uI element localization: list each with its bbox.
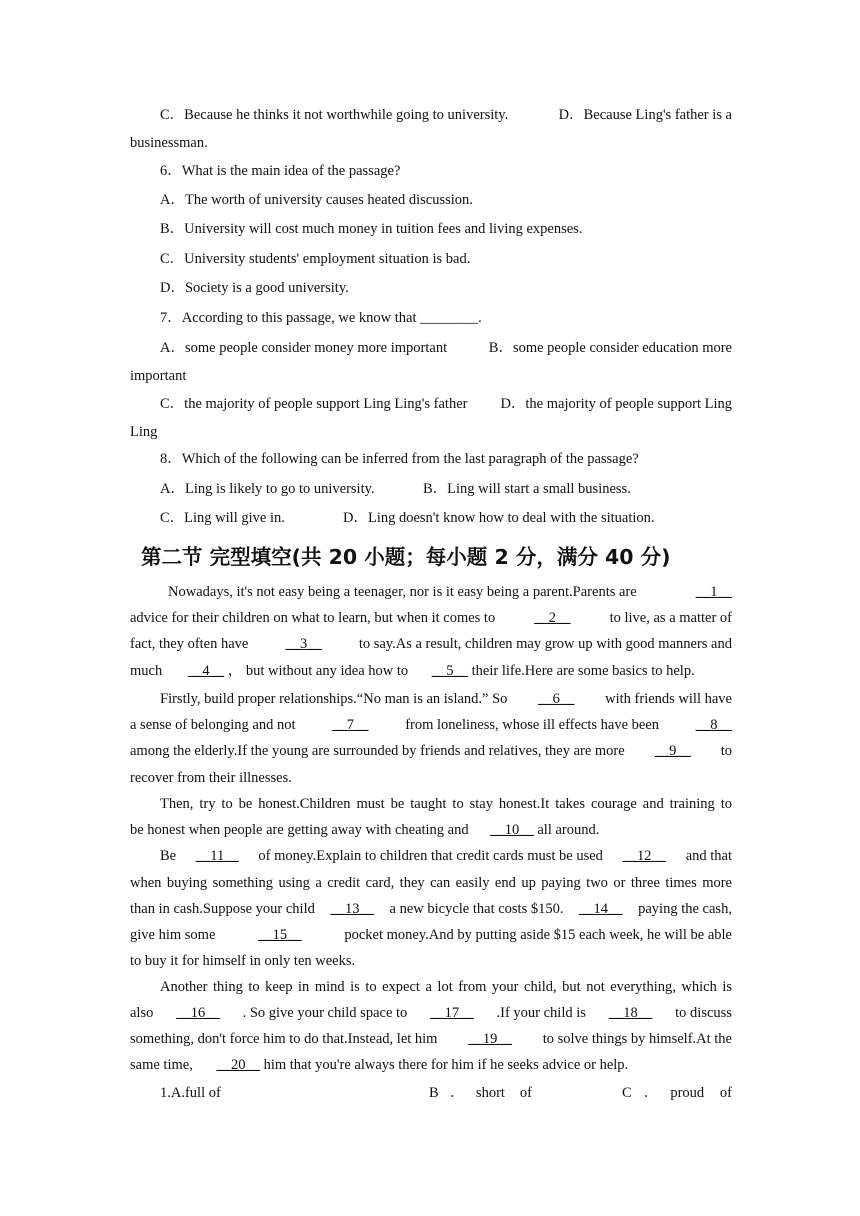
passage-line: a sense of belonging and not __7__ from loneliness, whose ill effects have been __8__ <box>130 717 732 733</box>
blank-2: __2__ <box>534 610 571 626</box>
q8-option-a: A．Ling is likely to go to university. <box>160 481 375 497</box>
q8-option-c: C．Ling will give in. <box>160 510 285 526</box>
blank-16: __16__ <box>176 1005 220 1021</box>
passage-line: something, don't force him to do that.Instead, let him __19__ to solve things by himself.At the <box>130 1031 732 1047</box>
blank-12: __12__ <box>622 848 667 864</box>
passage-line: Another thing to keep in mind is to expect a lot from your child, but not everything, which is <box>160 979 732 995</box>
blank-7: __7__ <box>332 717 369 733</box>
passage-line: also __16__ . So give your child space to __17__ .If your child is __18__ to discuss <box>130 1005 732 1021</box>
blank-1: __1__ <box>695 584 732 600</box>
q7-stem: 7．According to this passage, we know that ________. <box>160 310 482 326</box>
q7-option-b-cont: important <box>130 368 187 384</box>
q6-stem: 6．What is the main idea of the passage? <box>160 163 401 179</box>
blank-14: __14__ <box>579 901 623 917</box>
passage-line: among the elderly.If the young are surrounded by friends and relatives, they are more __9__ to <box>130 743 732 759</box>
blank-15: __15__ <box>258 927 302 943</box>
passage-line: Be __11__ of money.Explain to children that credit cards must be used __12__ and that <box>160 848 732 864</box>
q8-option-d: D．Ling doesn't know how to deal with the situation. <box>343 510 655 526</box>
passage-line: Nowadays, it's not easy being a teenager, nor is it easy being a parent.Parents are __1__ <box>168 584 732 600</box>
blank-17: __17__ <box>430 1005 474 1021</box>
q6-option-c: C．University students' employment situation is bad. <box>160 251 471 267</box>
q5-option-d-cont: businessman. <box>130 135 208 151</box>
blank-20: __20__ <box>216 1057 260 1073</box>
passage-line: fact, they often have __3__ to say.As a result, children may grow up with good manners and <box>130 636 732 652</box>
q5-option-d: D．Because Ling's father is a <box>558 107 732 123</box>
passage-line: Then, try to be honest.Children must be taught to stay honest.It takes courage and training to <box>160 796 732 812</box>
q5-option-c: C．Because he thinks it not worthwhile going to university. <box>160 107 509 123</box>
passage-line: much __4__ ， but without any idea how to __5__ their life.Here are some basics to help. <box>130 663 695 679</box>
q6-option-d: D．Society is a good university. <box>160 280 349 296</box>
passage-line: be honest when people are getting away with cheating and __10__ all around. <box>130 822 600 838</box>
passage-line: to buy it for himself in only ten weeks. <box>130 953 356 969</box>
q1-option-b: B．short of <box>429 1085 532 1101</box>
passage-line: recover from their illnesses. <box>130 770 292 786</box>
blank-9: __9__ <box>654 743 691 759</box>
q7-option-d-cont: Ling <box>130 424 158 440</box>
passage-line: give him some __15__ pocket money.And by putting aside $15 each week, he will be able <box>130 927 732 943</box>
passage-line: advice for their children on what to learn, but when it comes to __2__ to live, as a matter of <box>130 610 732 626</box>
q7-options-cd: C．the majority of people support Ling Ling's father D．the majority of people support Ling <box>160 396 732 412</box>
passage-line: when buying something using a credit card, they can easily end up paying two or three times more <box>130 875 732 891</box>
q7-options-ab: A．some people consider money more important B．some people consider education more <box>160 340 732 356</box>
q1-option-a: 1.A.full of <box>160 1085 221 1101</box>
blank-6: __6__ <box>538 691 575 707</box>
blank-4: __4__ <box>187 663 225 679</box>
blank-13: __13__ <box>330 901 374 917</box>
blank-11: __11__ <box>195 848 239 864</box>
passage-line: than in cash.Suppose your child __13__ a new bicycle that costs $150. __14__ paying the cash, <box>130 901 732 917</box>
q5-options-cd <box>160 108 732 123</box>
q6-option-b: B．University will cost much money in tuition fees and living expenses. <box>160 221 583 237</box>
q8-stem: 8．Which of the following can be inferred from the last paragraph of the passage? <box>160 451 639 467</box>
blank-10: __10__ <box>490 822 534 838</box>
blank-18: __18__ <box>608 1005 653 1021</box>
passage-line: same time, __20__ him that you're always there for him if he seeks advice or help. <box>130 1057 629 1073</box>
blank-3: __3__ <box>285 636 322 652</box>
passage-line: Firstly, build proper relationships.“No man is an island.” So __6__ with friends will have <box>160 691 732 707</box>
section-heading: 第二节 完型填空(共 20 小题；每小题 2 分，满分 40 分) <box>141 545 671 569</box>
q1-option-c: C．proud of <box>622 1085 732 1101</box>
q6-option-a: A．The worth of university causes heated discussion. <box>160 192 473 208</box>
blank-5: __5__ <box>431 663 469 679</box>
q8-option-b: B．Ling will start a small business. <box>423 481 631 497</box>
blank-8: __8__ <box>695 717 732 733</box>
blank-19: __19__ <box>468 1031 512 1047</box>
